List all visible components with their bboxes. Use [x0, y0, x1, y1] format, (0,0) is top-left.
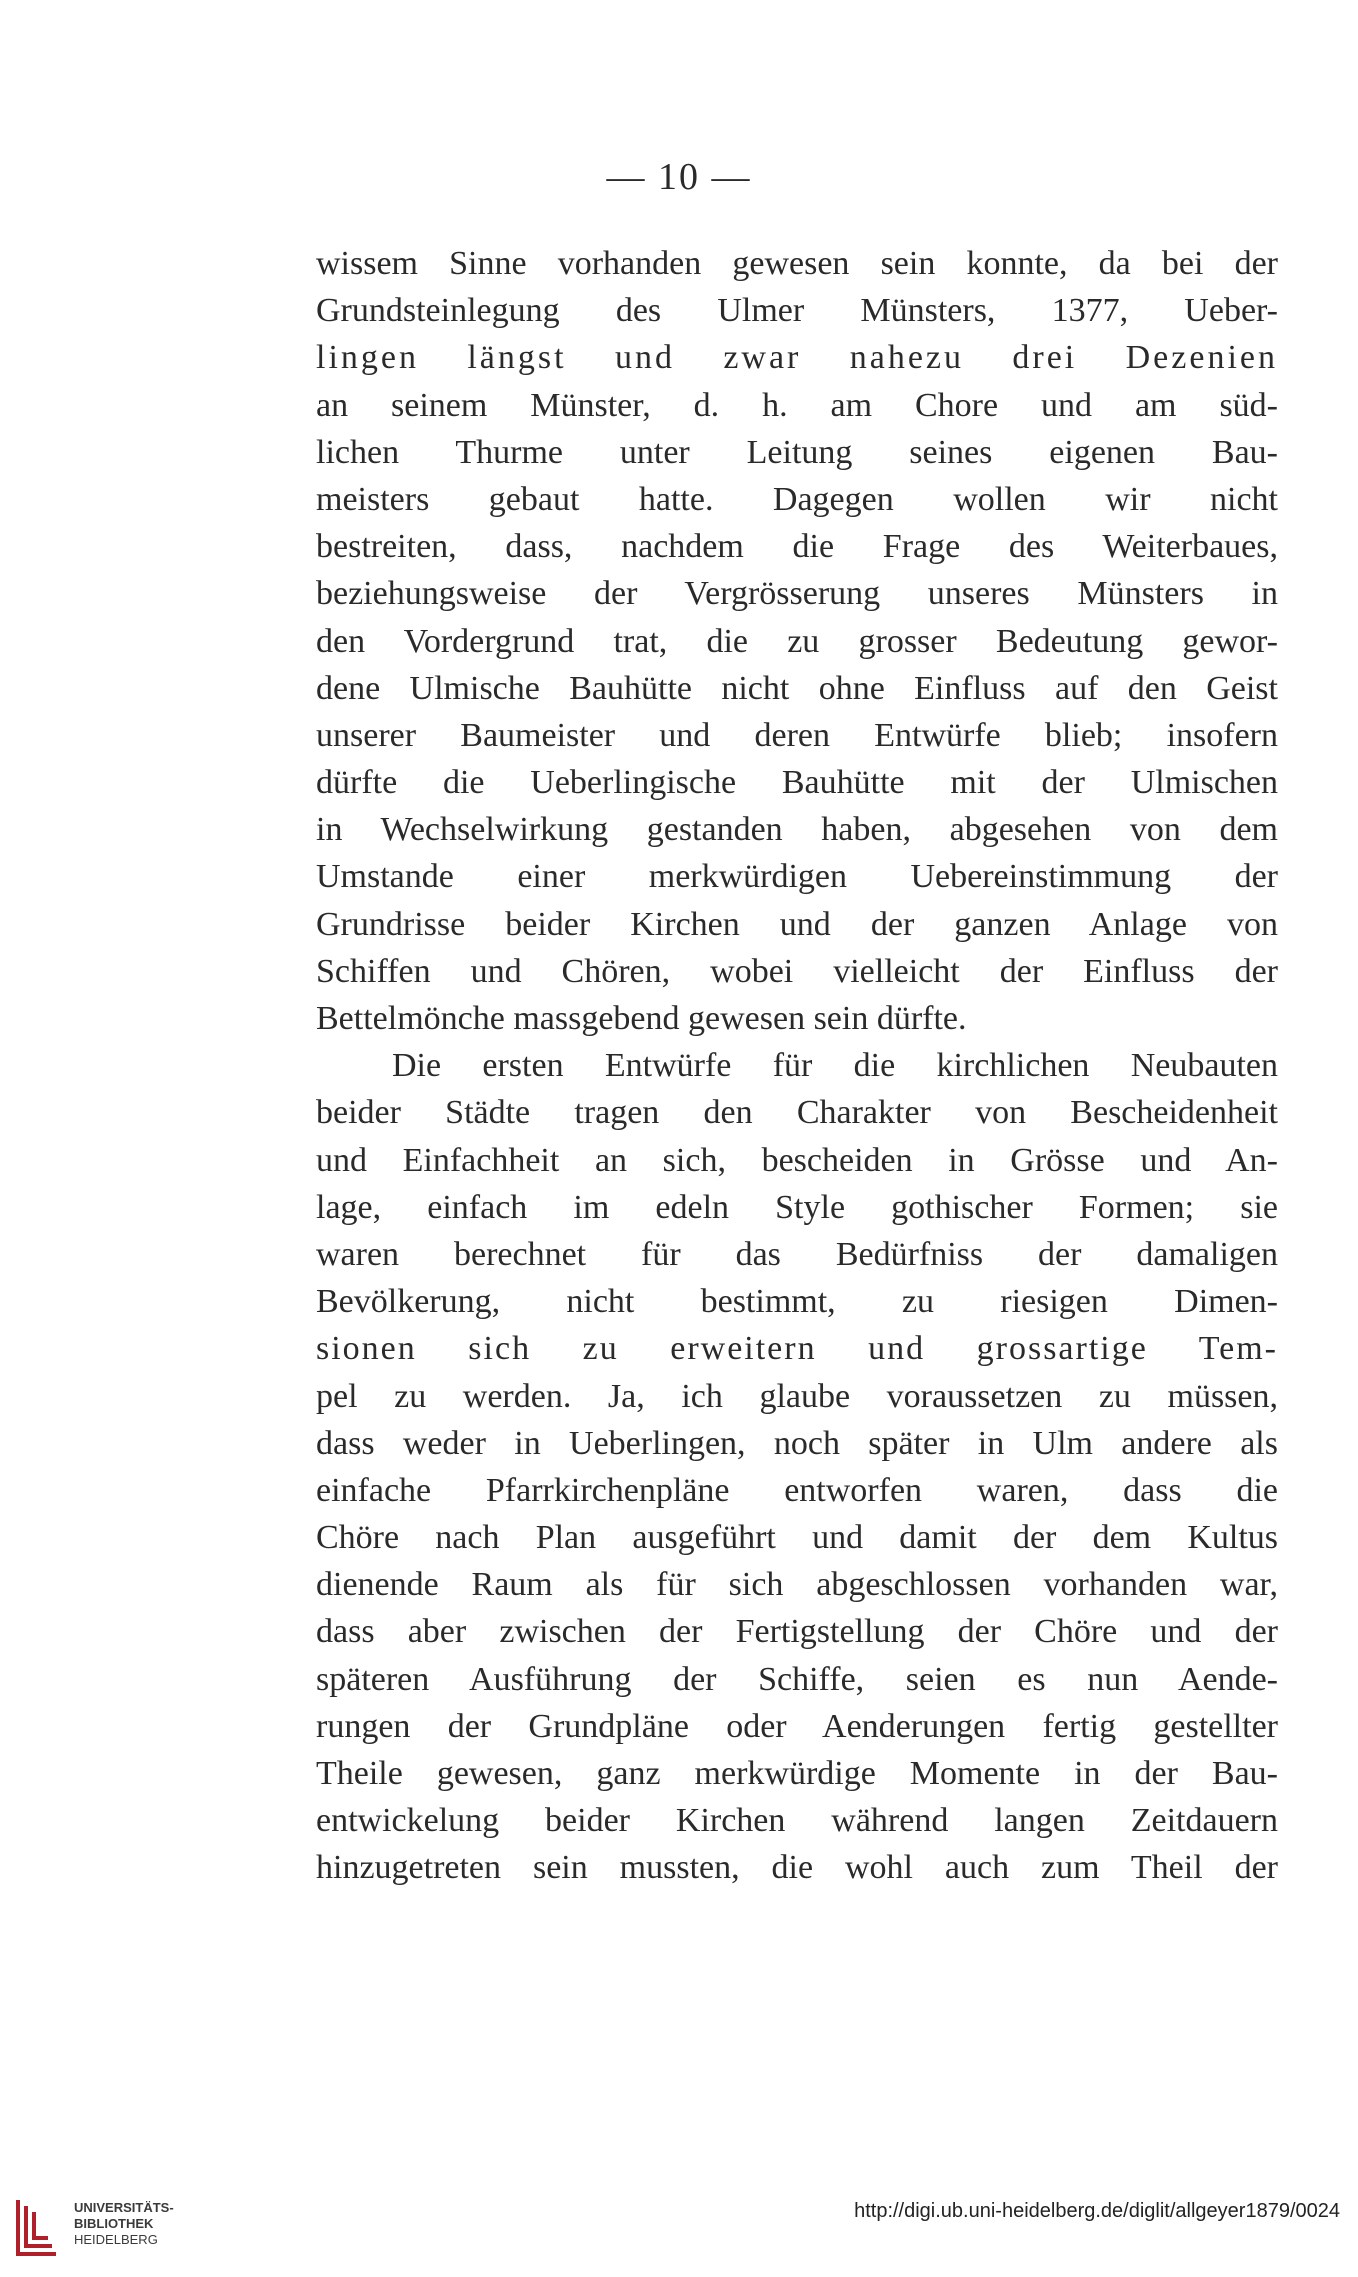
footer: [0, 2180, 1358, 2277]
text-line: dürfte die Ueberlingische Bauhütte mit der Ulmischen: [316, 764, 1278, 802]
text-line: den Vordergrund trat, die zu grosser Bedeutung gewor-: [316, 622, 1278, 660]
text-line: Grundsteinlegung des Ulmer Münsters, 1377, Ueber-: [316, 292, 1278, 330]
paragraph-2: [316, 1042, 1278, 1891]
text-line: Die ersten Entwürfe für die kirchlichen Neubauten: [392, 1047, 1278, 1085]
text-line: Schiffen und Chören, wobei vielleicht der Einfluss der: [316, 952, 1278, 990]
text-line: unserer Baumeister und deren Entwürfe blieb; insofern: [316, 716, 1278, 754]
text-line: wissem Sinne vorhanden gewesen sein konnte, da bei der: [316, 245, 1278, 282]
text-line: beziehungsweise der Vergrösserung unseres Münsters in: [316, 575, 1278, 613]
text-line: in Wechselwirkung gestanden haben, abgesehen von dem: [316, 811, 1278, 849]
text-line: Grundrisse beider Kirchen und der ganzen Anlage von: [316, 905, 1278, 943]
text-line: pel zu werden. Ja, ich glaube voraussetzen zu müssen,: [316, 1377, 1278, 1415]
text-line: späteren Ausführung der Schiffe, seien es nun Aende-: [316, 1660, 1278, 1698]
text-line: entwickelung beider Kirchen während langen Zeitdauern: [316, 1802, 1278, 1840]
library-name-line: UNIVERSITÄTS-: [74, 2200, 174, 2215]
text-line: Theile gewesen, ganz merkwürdige Momente in der Bau-: [316, 1755, 1278, 1792]
text-line: Chöre nach Plan ausgeführt und damit der dem Kultus: [316, 1519, 1278, 1557]
text-line: einfache Pfarrkirchenpläne entworfen waren, dass die: [316, 1471, 1278, 1509]
text-line: hinzugetreten sein mussten, die wohl auch zum Theil der: [316, 1849, 1278, 1887]
text-line: meisters gebaut hatte. Dagegen wollen wir nicht: [316, 480, 1278, 518]
text-line: dene Ulmische Bauhütte nicht ohne Einfluss auf den Geist: [316, 669, 1278, 707]
source-url-link[interactable]: http://digi.ub.uni-heidelberg.de/diglit/allgeyer1879/0024: [854, 2200, 1340, 2222]
library-logo-icon: [12, 2196, 62, 2258]
library-name-line: HEIDELBERG: [74, 2232, 158, 2247]
text-line: sionen sich zu erweitern und grossartige Tem-: [316, 1330, 1278, 1368]
library-name: [74, 2200, 174, 2248]
library-name-line: BIBLIOTHEK: [74, 2216, 154, 2231]
text-line: waren berechnet für das Bedürfniss der damaligen: [316, 1235, 1278, 1273]
text-line: lage, einfach im edeln Style gothischer Formen; sie: [316, 1188, 1278, 1226]
text-line: rungen der Grundpläne oder Aenderungen fertig gestellter: [316, 1707, 1278, 1745]
text-line: an seinem Münster, d. h. am Chore und am süd-: [316, 386, 1278, 424]
text-line: dass weder in Ueberlingen, noch später in Ulm andere als: [316, 1424, 1278, 1462]
paragraph-1: [316, 240, 1278, 1042]
text-line: dass aber zwischen der Fertigstellung der Chöre und der: [316, 1613, 1278, 1651]
text-line: und Einfachheit an sich, bescheiden in Grösse und An-: [316, 1141, 1278, 1179]
text-line: dienende Raum als für sich abgeschlossen vorhanden war,: [316, 1566, 1278, 1604]
page-number: — 10 —: [606, 156, 752, 198]
text-line: Umstande einer merkwürdigen Uebereinstimmung der: [316, 858, 1278, 896]
text-line: Bettelmönche massgebend gewesen sein dürfte.: [316, 1000, 967, 1037]
text-line: beider Städte tragen den Charakter von Bescheidenheit: [316, 1094, 1278, 1132]
body-text: [316, 240, 1278, 1892]
text-line: Bevölkerung, nicht bestimmt, zu riesigen Dimen-: [316, 1283, 1278, 1321]
text-line: lingen längst und zwar nahezu drei Dezenien: [316, 339, 1278, 377]
text-line: bestreiten, dass, nachdem die Frage des Weiterbaues,: [316, 528, 1278, 566]
text-line: lichen Thurme unter Leitung seines eigenen Bau-: [316, 433, 1278, 471]
